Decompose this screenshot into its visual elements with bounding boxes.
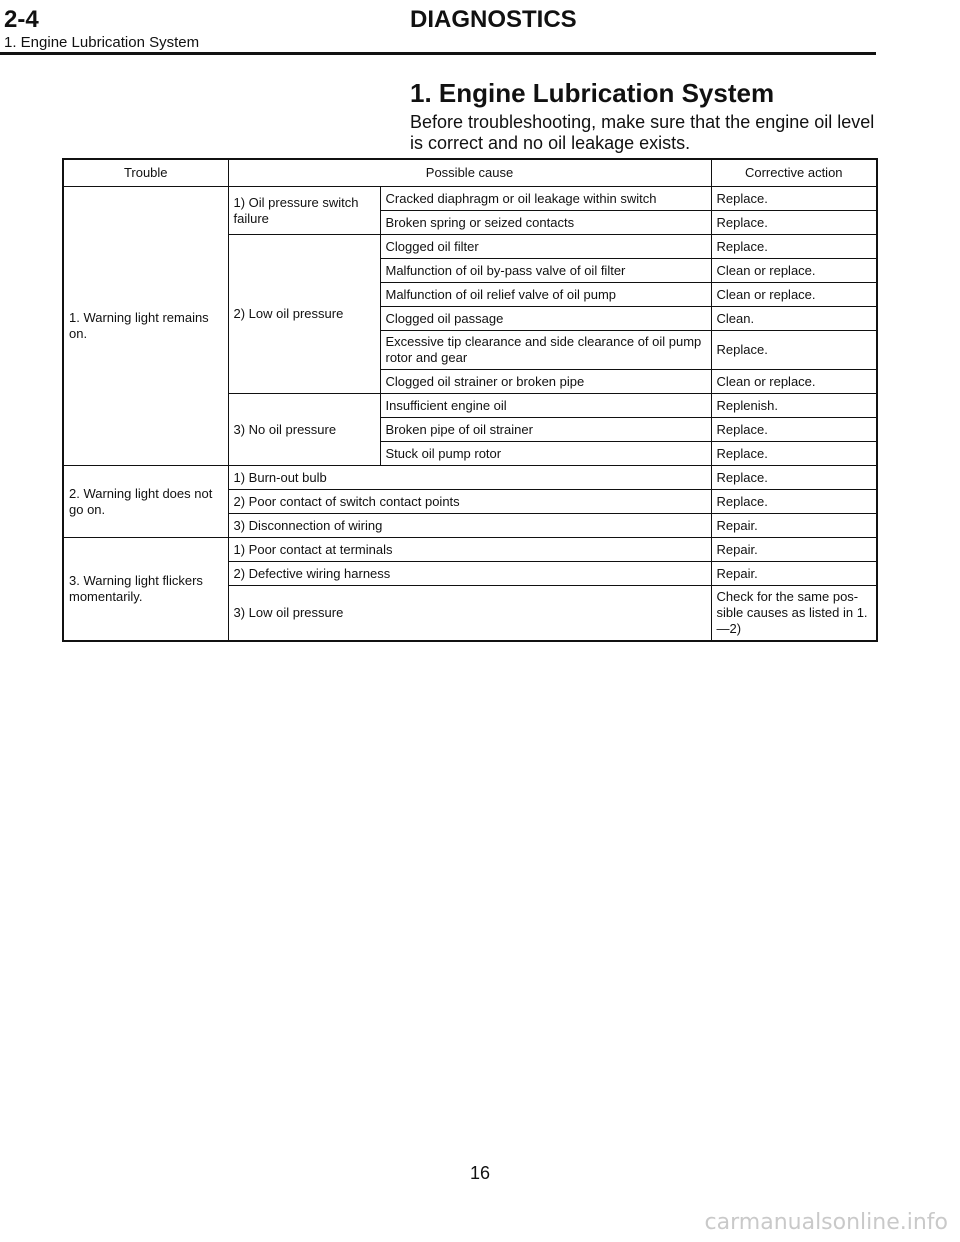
cause-group-cell: 2) Low oil pressure bbox=[228, 235, 380, 394]
cause-detail-cell: Clogged oil strainer or broken pipe bbox=[380, 370, 711, 394]
header-rule bbox=[0, 52, 876, 55]
page-header bbox=[0, 0, 960, 60]
action-cell: Check for the same pos-sible causes as listed in 1.—2) bbox=[711, 586, 877, 642]
cause-detail-cell: Stuck oil pump rotor bbox=[380, 442, 711, 466]
action-cell: Replace. bbox=[711, 418, 877, 442]
cause-group-cell: 3) No oil pressure bbox=[228, 394, 380, 466]
cause-detail-cell: Malfunction of oil by-pass valve of oil filter bbox=[380, 259, 711, 283]
action-cell: Replenish. bbox=[711, 394, 877, 418]
table-row bbox=[63, 538, 877, 562]
intro-paragraph: Before troubleshooting, make sure that the engine oil level is correct and no oil leakage exists. bbox=[410, 112, 875, 153]
page-number: 16 bbox=[469, 1163, 491, 1183]
cause-cell: 3) Low oil pressure bbox=[228, 586, 711, 642]
action-cell: Repair. bbox=[711, 538, 877, 562]
action-cell: Replace. bbox=[711, 490, 877, 514]
cause-detail-cell: Broken spring or seized contacts bbox=[380, 211, 711, 235]
cause-cell: 2) Defective wiring harness bbox=[228, 562, 711, 586]
action-cell: Replace. bbox=[711, 235, 877, 259]
action-cell: Repair. bbox=[711, 514, 877, 538]
cause-cell: 3) Disconnection of wiring bbox=[228, 514, 711, 538]
table-row bbox=[63, 466, 877, 490]
watermark: carmanualsonline.info bbox=[704, 1210, 948, 1235]
cause-detail-cell: Insufficient engine oil bbox=[380, 394, 711, 418]
action-cell: Replace. bbox=[711, 211, 877, 235]
header-subtitle: 1. Engine Lubrication System bbox=[4, 34, 200, 51]
cause-detail-cell: Clogged oil filter bbox=[380, 235, 711, 259]
trouble-cell: 1. Warning light remains on. bbox=[63, 187, 228, 466]
action-cell: Replace. bbox=[711, 442, 877, 466]
cause-cell: 2) Poor contact of switch contact points bbox=[228, 490, 711, 514]
column-header-trouble: Trouble bbox=[63, 159, 228, 187]
section-code: 2-4 bbox=[4, 6, 39, 33]
table-header-row bbox=[63, 159, 877, 187]
cause-detail-cell: Malfunction of oil relief valve of oil pump bbox=[380, 283, 711, 307]
table-row bbox=[63, 187, 877, 211]
cause-group-cell: 1) Oil pressure switch failure bbox=[228, 187, 380, 235]
action-cell: Replace. bbox=[711, 466, 877, 490]
action-cell: Repair. bbox=[711, 562, 877, 586]
cause-detail-cell: Cracked diaphragm or oil leakage within switch bbox=[380, 187, 711, 211]
action-cell: Replace. bbox=[711, 187, 877, 211]
action-cell: Replace. bbox=[711, 331, 877, 370]
trouble-cell: 3. Warning light flickers momentarily. bbox=[63, 538, 228, 642]
action-cell: Clean or replace. bbox=[711, 259, 877, 283]
cause-detail-cell: Excessive tip clearance and side clearance of oil pump rotor and gear bbox=[380, 331, 711, 370]
cause-detail-cell: Broken pipe of oil strainer bbox=[380, 418, 711, 442]
column-header-action: Corrective action bbox=[711, 159, 877, 187]
trouble-table bbox=[62, 158, 878, 642]
chapter-title: DIAGNOSTICS bbox=[410, 6, 577, 33]
section-title: 1. Engine Lubrication System bbox=[410, 78, 775, 108]
column-header-cause: Possible cause bbox=[228, 159, 711, 187]
action-cell: Clean. bbox=[711, 307, 877, 331]
cause-detail-cell: Clogged oil passage bbox=[380, 307, 711, 331]
action-cell: Clean or replace. bbox=[711, 370, 877, 394]
cause-cell: 1) Burn-out bulb bbox=[228, 466, 711, 490]
trouble-cell: 2. Warning light does not go on. bbox=[63, 466, 228, 538]
cause-cell: 1) Poor contact at terminals bbox=[228, 538, 711, 562]
action-cell: Clean or replace. bbox=[711, 283, 877, 307]
